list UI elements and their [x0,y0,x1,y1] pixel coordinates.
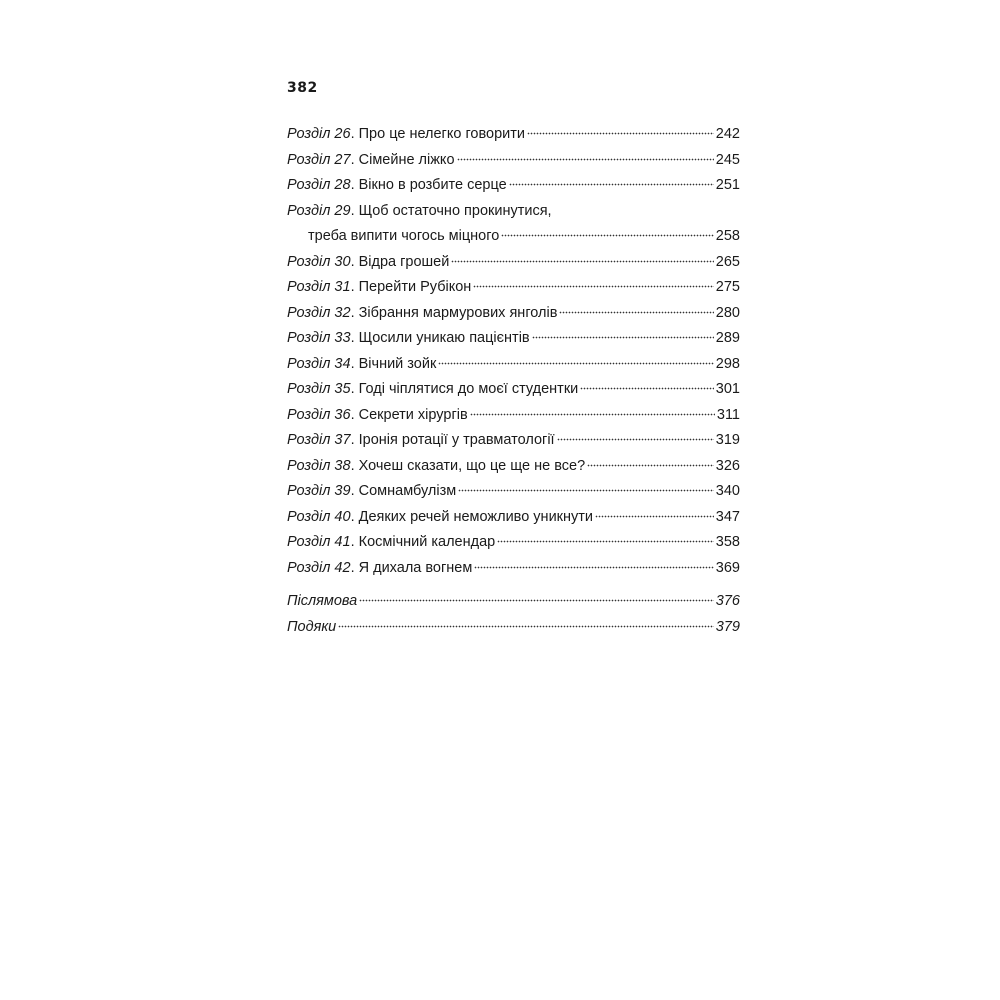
toc-entry-chapter-40: Розділ 40 . Деяких речей неможливо уникнути 347 [287,505,740,531]
acknowledgements-title: Подяки [287,618,337,635]
toc-entry-chapter-35: Розділ 35 . Годі чіплятися до моєї студентки 301 [287,377,740,403]
chapter-label: Розділ 31 [287,279,351,295]
dot-leader [497,529,714,543]
dot-leader [473,274,713,288]
chapter-label: Розділ 27 [287,151,351,168]
chapter-label: Розділ 37 [287,432,351,448]
dot-leader [359,588,714,602]
acknowledgements-page-number: 379 [715,618,740,635]
chapter-title: Сімейне ліжко [358,151,455,168]
chapter-title: Хочеш сказати, що це ще не все? [358,457,586,474]
chapter-title: Зібрання мармурових янголів [358,304,558,321]
chapter-label: Розділ 41 [287,534,351,550]
chapter-page-number: 242 [715,126,740,142]
toc-entry-afterword [287,589,740,615]
toc-entry-chapter-34: Розділ 34 . Вічний зойк 298 [287,352,740,378]
chapter-label: Розділ 33 [287,330,351,346]
chapter-label: Розділ 28 [287,177,351,193]
dot-leader [595,504,714,518]
chapter-page-number: 311 [716,406,740,423]
chapter-page-number: 319 [715,432,740,448]
chapter-title: Годі чіплятися до моєї студентки [358,381,579,397]
toc-entry-acknowledgements [287,615,740,641]
chapter-label: Розділ 29 [287,202,351,219]
toc-entry-chapter-41: Розділ 41 . Космічний календар 358 [287,530,740,556]
chapter-title: Про це нелегко говорити [358,126,525,142]
chapter-label: Розділ 30 [287,253,351,270]
chapter-page-number: 258 [715,228,740,244]
chapter-page-number: 358 [715,534,740,550]
chapter-label: Розділ 39 [287,483,351,499]
chapter-page-number: 245 [715,151,740,168]
chapter-page-number: 280 [715,304,740,321]
chapter-page-number: 301 [715,381,740,397]
toc-entry-chapter-39: Розділ 39 . Сомнамбулізм 340 [287,479,740,505]
dot-leader [438,351,713,365]
chapter-title: Перейти Рубікон [358,279,472,295]
toc-entry-chapter-38: Розділ 38 . Хочеш сказати, що це ще не все? 326 [287,454,740,480]
page-number: 382 [287,80,318,96]
chapter-title: Вікно в розбите серце [358,177,507,193]
chapter-page-number: 289 [715,330,740,346]
chapter-title: Щосили уникаю пацієнтів [358,330,530,346]
chapter-title: Деяких речей неможливо уникнути [358,508,594,525]
chapter-label: Розділ 35 [287,381,351,397]
dot-leader [580,376,714,390]
chapter-title-line-2: треба випити чогось міцного [308,228,500,244]
chapter-title-line-1: Щоб остаточно прокинутися, [358,202,552,219]
chapter-page-number: 275 [715,279,740,295]
dot-leader [559,300,713,314]
dot-leader [457,147,714,161]
toc-entry-chapter-26: Розділ 26 . Про це нелегко говорити 242 [287,122,740,148]
chapter-title: Космічний календар [358,534,496,550]
afterword-title: Післямова [287,593,358,609]
dot-leader [451,249,713,263]
chapter-title: Секрети хірургів [358,406,468,423]
toc-entry-chapter-27: Розділ 27 . Сімейне ліжко 245 [287,148,740,174]
dot-leader [557,427,714,441]
chapter-label: Розділ 40 [287,508,351,525]
dot-leader [532,325,714,339]
chapter-label: Розділ 26 [287,126,351,142]
toc-entry-chapter-29: Розділ 29 . Щоб остаточно прокинутися, треба випити чогось міцного 258 [287,199,740,250]
chapter-title: Іронія ротації у травматології [358,432,555,448]
toc-entry-chapter-36: Розділ 36 . Секрети хірургів 311 [287,403,740,429]
toc-entry-chapter-30: Розділ 30 . Відра грошей 265 [287,250,740,276]
chapter-label: Розділ 32 [287,304,351,321]
chapter-page-number: 265 [715,253,740,270]
toc-entry-chapter-37: Розділ 37 . Іронія ротації у травматології 319 [287,428,740,454]
dot-leader [501,223,714,237]
toc-entry-chapter-28: Розділ 28 . Вікно в розбите серце 251 [287,173,740,199]
afterword-page-number: 376 [715,593,740,609]
dot-leader [474,555,713,569]
chapter-label: Розділ 34 [287,355,351,372]
chapter-title: Сомнамбулізм [358,483,457,499]
toc-entry-chapter-31: Розділ 31 . Перейти Рубікон 275 [287,275,740,301]
chapter-label: Розділ 38 [287,457,351,474]
chapter-page-number: 251 [715,177,740,193]
chapter-page-number: 369 [715,559,740,576]
chapter-page-number: 326 [715,457,740,474]
toc-entry-chapter-32: Розділ 32 . Зібрання мармурових янголів 280 [287,301,740,327]
chapter-title: Відра грошей [358,253,450,270]
chapter-title: Вічний зойк [358,355,437,372]
chapter-page-number: 298 [715,355,740,372]
chapter-label: Розділ 42 [287,559,351,576]
chapter-page-number: 340 [715,483,740,499]
dot-leader [509,172,714,186]
chapter-title: Я дихала вогнем [358,559,473,576]
toc-entry-chapter-42: Розділ 42 . Я дихала вогнем 369 [287,556,740,582]
chapter-page-number: 347 [715,508,740,525]
dot-leader [470,402,715,416]
dot-leader [458,478,714,492]
dot-leader [527,121,714,135]
table-of-contents [287,122,740,640]
chapter-label: Розділ 36 [287,406,351,423]
toc-entry-chapter-33: Розділ 33 . Щосили уникаю пацієнтів 289 [287,326,740,352]
dot-leader [587,453,714,467]
dot-leader [338,614,714,628]
